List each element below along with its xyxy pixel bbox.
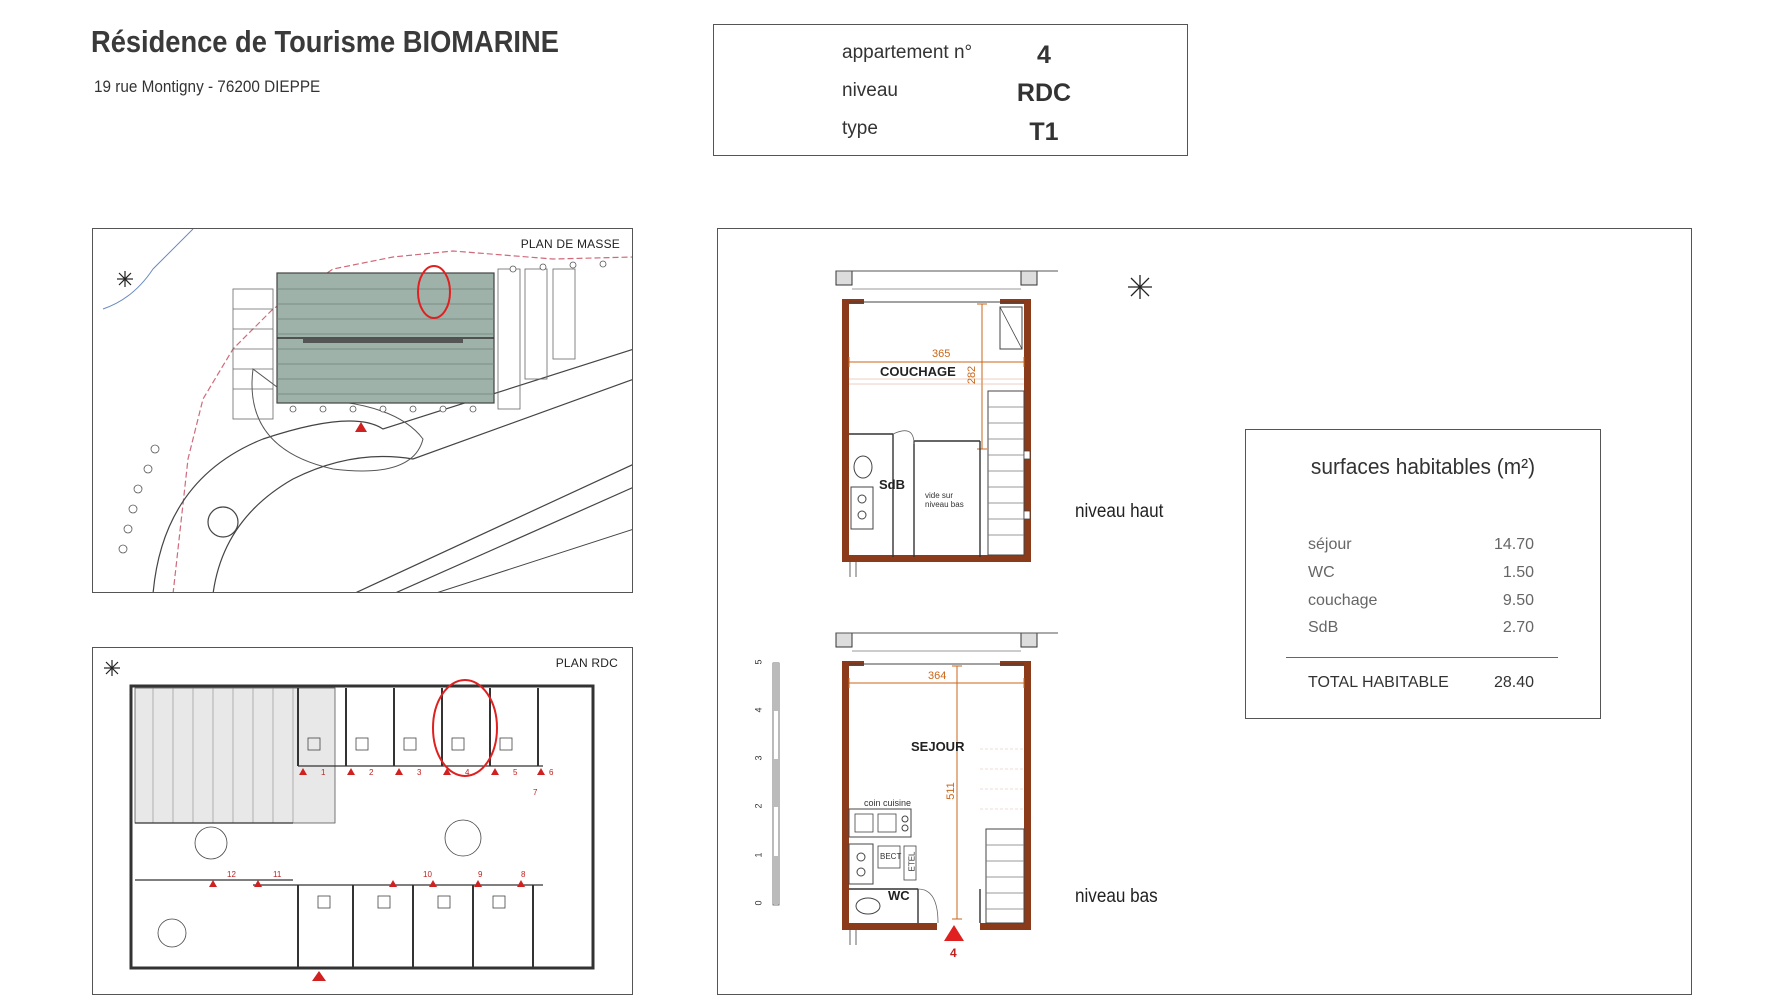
lower-width-dimension: 364 [928,670,947,682]
scale-tick-label: 1 [753,852,764,858]
void-note-line: niveau bas [925,500,964,509]
level-value: RDC [1016,79,1072,107]
unit-number: 6 [549,768,554,777]
unit-number: 5 [513,768,518,777]
ground-plan-panel [92,647,633,995]
surface-row [1308,592,1534,610]
surface-row [1308,536,1534,554]
compass-icon [117,271,133,287]
void-note-line: vide sur [925,491,954,500]
surface-value: 2.70 [1502,619,1534,636]
appliance-label: BECT [880,852,902,861]
scale-bar [773,663,779,905]
apartment-number-value: 4 [1037,41,1051,69]
scale-tick-label: 2 [753,803,764,809]
lower-level-label: niveau bas [1075,886,1158,907]
unit-number: 12 [227,870,236,879]
compass-icon [1128,275,1152,299]
surfaces-table [1245,429,1601,719]
ground-plan-label: PLAN RDC [555,656,618,670]
surface-label: WC [1308,564,1335,581]
room-couchage: COUCHAGE [880,364,956,379]
surface-value: 1.50 [1502,564,1534,581]
room-wc: WC [888,888,910,903]
unit-number: 11 [273,870,282,879]
upper-width-dimension: 365 [932,348,951,360]
room-sejour: SEJOUR [911,739,965,754]
total-value: 28.40 [1493,674,1534,691]
surfaces-divider [1286,657,1558,658]
unit-number: 4 [465,768,470,777]
apartment-number-label: appartement n° [842,42,973,63]
void-note [925,491,964,509]
surface-total-row [1308,674,1534,692]
page-title: Résidence de Tourisme BIOMARINE [91,24,559,59]
unit-number: 10 [423,870,432,879]
unit-number: 3 [417,768,422,777]
address: 19 rue Montigny - 76200 DIEPPE [94,77,321,96]
upper-level-plan [836,271,1058,577]
scale-tick-label: 4 [753,707,764,713]
type-label: type [842,118,878,139]
apartment-info-box [713,24,1188,156]
surfaces-title: surfaces habitables (m²) [1310,454,1536,479]
type-value: T1 [1029,118,1059,146]
unit-number: 9 [478,870,483,879]
unit-number: 2 [369,768,374,777]
unit-number: 1 [321,768,326,777]
kitchen-label: coin cuisine [864,798,912,808]
upper-level-label: niveau haut [1075,501,1164,522]
ground-plan-drawing [93,648,633,995]
surface-label: SdB [1308,619,1339,636]
room-sdb: SdB [879,477,905,492]
surface-label: séjour [1308,536,1352,553]
lower-height-dimension: 511 [944,782,957,800]
surface-value: 14.70 [1493,536,1534,553]
appliance-label: ETEL [907,851,917,872]
total-label: TOTAL HABITABLE [1308,674,1449,691]
upper-height-dimension: 282 [966,365,979,385]
surface-label: couchage [1308,592,1378,609]
site-plan-drawing [93,229,633,593]
unit-number: 7 [533,788,538,797]
compass-icon [104,660,120,676]
scale-tick-label: 0 [753,900,764,906]
site-plan-label: PLAN DE MASSE [520,237,620,251]
surface-value: 9.50 [1502,592,1534,609]
entry-number: 4 [950,946,957,960]
surface-row [1308,619,1534,637]
site-plan-panel [92,228,633,593]
surface-row [1308,564,1534,582]
unit-number: 8 [521,870,526,879]
scale-tick-label: 5 [753,659,764,665]
level-label: niveau [842,80,898,101]
scale-tick-label: 3 [753,755,764,761]
